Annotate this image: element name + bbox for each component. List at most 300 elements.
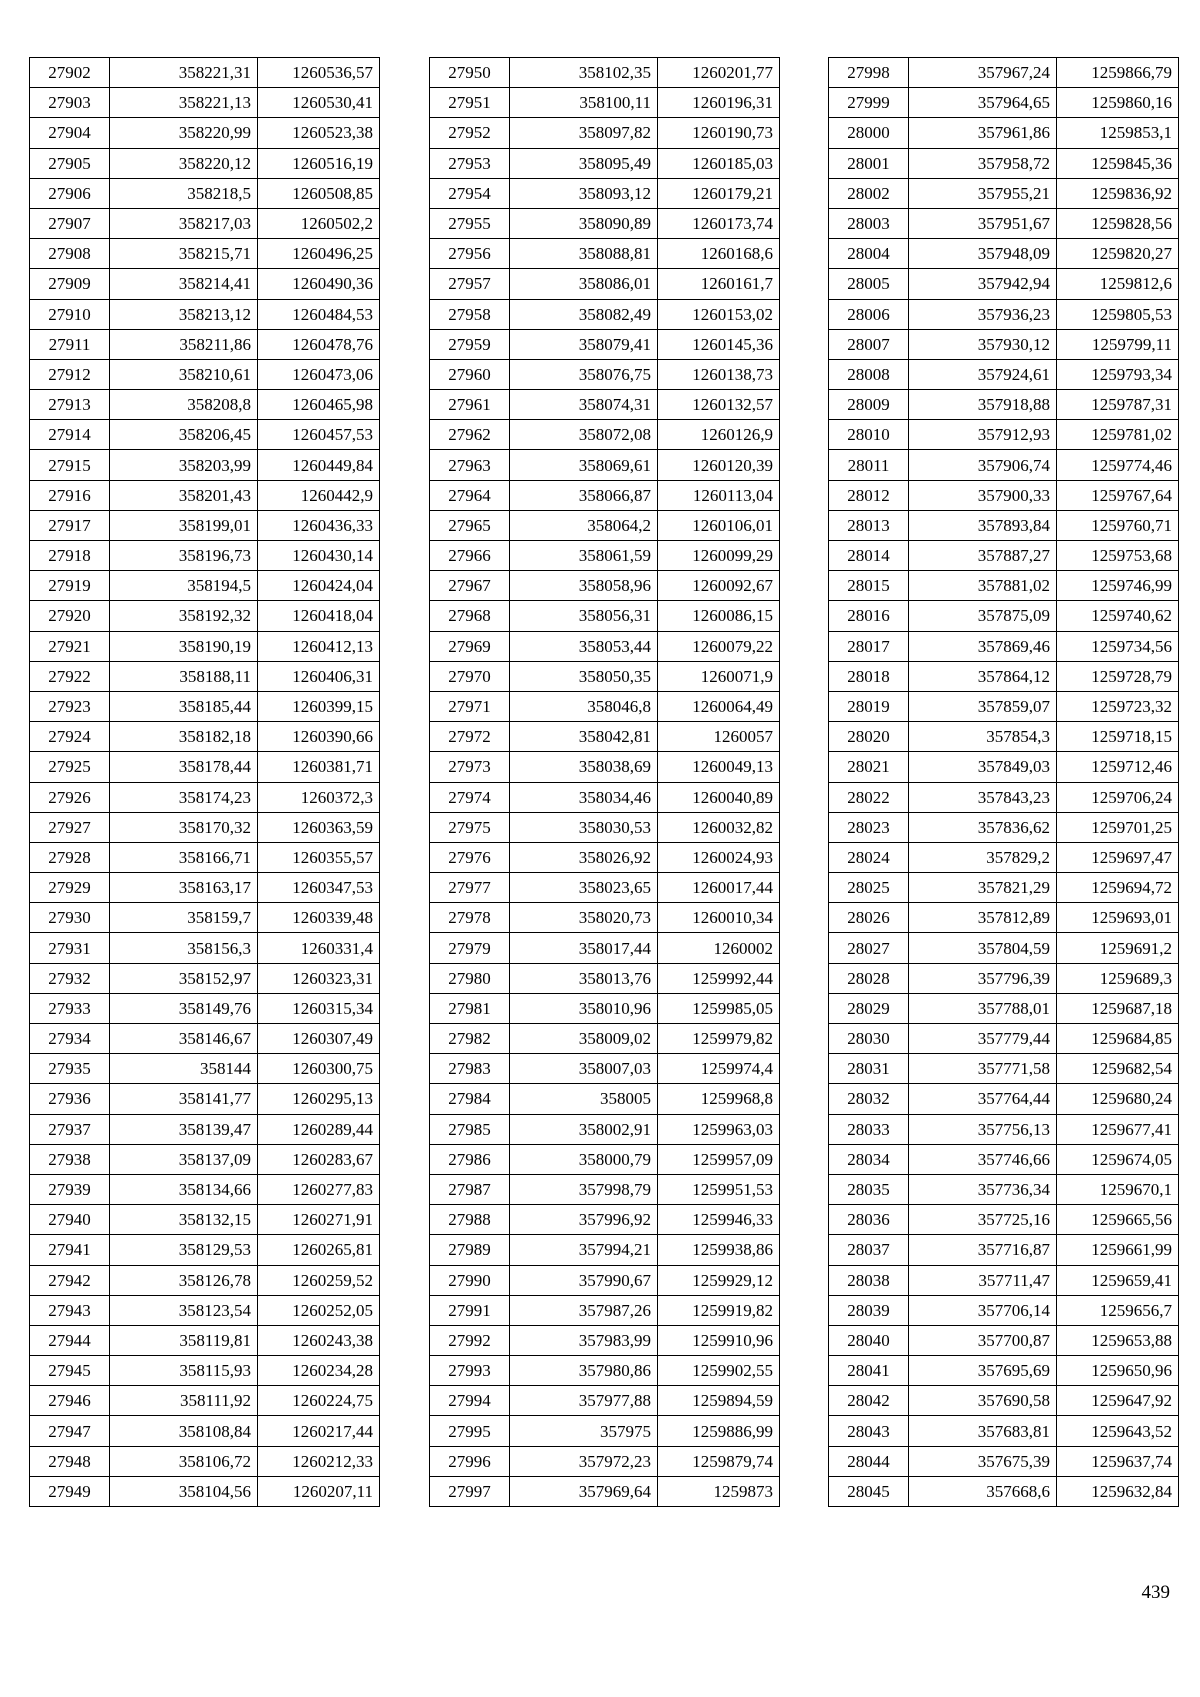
y-coordinate-cell: 1260168,6 (658, 239, 780, 269)
point-id-cell: 27959 (430, 329, 510, 359)
table-row (829, 1084, 1179, 1114)
x-coordinate-cell: 358196,73 (110, 541, 258, 571)
y-coordinate-cell: 1259820,27 (1057, 239, 1179, 269)
y-coordinate-cell: 1259753,68 (1057, 541, 1179, 571)
x-coordinate-cell: 357700,87 (909, 1325, 1057, 1355)
y-coordinate-cell: 1259632,84 (1057, 1476, 1179, 1506)
y-coordinate-cell: 1260536,57 (258, 58, 380, 88)
table-row (30, 1114, 380, 1144)
y-coordinate-cell: 1260516,19 (258, 148, 380, 178)
table-row (829, 601, 1179, 631)
y-coordinate-cell: 1259637,74 (1057, 1446, 1179, 1476)
y-coordinate-cell: 1260271,91 (258, 1205, 380, 1235)
x-coordinate-cell: 357821,29 (909, 873, 1057, 903)
table-row (430, 1024, 780, 1054)
table-row (30, 239, 380, 269)
table-row (430, 480, 780, 510)
point-id-cell: 27965 (430, 510, 510, 540)
table-row (30, 601, 380, 631)
point-id-cell: 27956 (430, 239, 510, 269)
x-coordinate-cell: 357964,65 (909, 88, 1057, 118)
y-coordinate-cell: 1260442,9 (258, 480, 380, 510)
point-id-cell: 28006 (829, 299, 909, 329)
point-id-cell: 27995 (430, 1416, 510, 1446)
y-coordinate-cell: 1260478,76 (258, 329, 380, 359)
table-row (829, 933, 1179, 963)
y-coordinate-cell: 1260424,04 (258, 571, 380, 601)
x-coordinate-cell: 358146,67 (110, 1024, 258, 1054)
y-coordinate-cell: 1259985,05 (658, 993, 780, 1023)
y-coordinate-cell: 1259647,92 (1057, 1386, 1179, 1416)
x-coordinate-cell: 358017,44 (510, 933, 658, 963)
coordinate-table-1 (29, 57, 380, 1507)
table-row (829, 1235, 1179, 1265)
point-id-cell: 28004 (829, 239, 909, 269)
y-coordinate-cell: 1260243,38 (258, 1325, 380, 1355)
point-id-cell: 27953 (430, 148, 510, 178)
y-coordinate-cell: 1260092,67 (658, 571, 780, 601)
y-coordinate-cell: 1260259,52 (258, 1265, 380, 1295)
table-row (430, 269, 780, 299)
y-coordinate-cell: 1260234,28 (258, 1356, 380, 1386)
x-coordinate-cell: 358115,93 (110, 1356, 258, 1386)
x-coordinate-cell: 358134,66 (110, 1174, 258, 1204)
y-coordinate-cell: 1259760,71 (1057, 510, 1179, 540)
y-coordinate-cell: 1260307,49 (258, 1024, 380, 1054)
y-coordinate-cell: 1260024,93 (658, 842, 780, 872)
table-row (430, 148, 780, 178)
point-id-cell: 27942 (30, 1265, 110, 1295)
table-row (430, 752, 780, 782)
point-id-cell: 28001 (829, 148, 909, 178)
x-coordinate-cell: 357948,09 (909, 239, 1057, 269)
table-row (430, 541, 780, 571)
x-coordinate-cell: 358190,19 (110, 631, 258, 661)
y-coordinate-cell: 1259919,82 (658, 1295, 780, 1325)
table-row (430, 933, 780, 963)
x-coordinate-cell: 358042,81 (510, 722, 658, 752)
point-id-cell: 27958 (430, 299, 510, 329)
x-coordinate-cell: 358102,35 (510, 58, 658, 88)
table-row (829, 873, 1179, 903)
x-coordinate-cell: 357972,23 (510, 1446, 658, 1476)
point-id-cell: 28003 (829, 208, 909, 238)
point-id-cell: 27903 (30, 88, 110, 118)
y-coordinate-cell: 1260138,73 (658, 359, 780, 389)
table-row (30, 178, 380, 208)
table-row (829, 541, 1179, 571)
point-id-cell: 27910 (30, 299, 110, 329)
x-coordinate-cell: 357683,81 (909, 1416, 1057, 1446)
y-coordinate-cell: 1259682,54 (1057, 1054, 1179, 1084)
point-id-cell: 27990 (430, 1265, 510, 1295)
table-row (30, 269, 380, 299)
x-coordinate-cell: 358038,69 (510, 752, 658, 782)
table-row (829, 148, 1179, 178)
x-coordinate-cell: 358002,91 (510, 1114, 658, 1144)
x-coordinate-cell: 358010,96 (510, 993, 658, 1023)
y-coordinate-cell: 1259894,59 (658, 1386, 780, 1416)
y-coordinate-cell: 1259687,18 (1057, 993, 1179, 1023)
x-coordinate-cell: 357711,47 (909, 1265, 1057, 1295)
point-id-cell: 27939 (30, 1174, 110, 1204)
point-id-cell: 27955 (430, 208, 510, 238)
table-row (430, 601, 780, 631)
point-id-cell: 28032 (829, 1084, 909, 1114)
y-coordinate-cell: 1259706,24 (1057, 782, 1179, 812)
y-coordinate-cell: 1260390,66 (258, 722, 380, 752)
point-id-cell: 28008 (829, 359, 909, 389)
y-coordinate-cell: 1260106,01 (658, 510, 780, 540)
point-id-cell: 27935 (30, 1054, 110, 1084)
point-id-cell: 27987 (430, 1174, 510, 1204)
table-row (829, 1295, 1179, 1325)
y-coordinate-cell: 1260224,75 (258, 1386, 380, 1416)
table-row (30, 510, 380, 540)
x-coordinate-cell: 358100,11 (510, 88, 658, 118)
point-id-cell: 27973 (430, 752, 510, 782)
table-row (430, 691, 780, 721)
y-coordinate-cell: 1259793,34 (1057, 359, 1179, 389)
table-row (430, 963, 780, 993)
x-coordinate-cell: 358221,31 (110, 58, 258, 88)
table-row (829, 450, 1179, 480)
y-coordinate-cell: 1259866,79 (1057, 58, 1179, 88)
y-coordinate-cell: 1259873 (658, 1476, 780, 1506)
y-coordinate-cell: 1260355,57 (258, 842, 380, 872)
y-coordinate-cell: 1260040,89 (658, 782, 780, 812)
point-id-cell: 27984 (430, 1084, 510, 1114)
x-coordinate-cell: 357706,14 (909, 1295, 1057, 1325)
point-id-cell: 28033 (829, 1114, 909, 1144)
x-coordinate-cell: 358214,41 (110, 269, 258, 299)
y-coordinate-cell: 1260339,48 (258, 903, 380, 933)
y-coordinate-cell: 1260173,74 (658, 208, 780, 238)
x-coordinate-cell: 357893,84 (909, 510, 1057, 540)
x-coordinate-cell: 357912,93 (909, 420, 1057, 450)
point-id-cell: 28005 (829, 269, 909, 299)
point-id-cell: 28021 (829, 752, 909, 782)
point-id-cell: 27932 (30, 963, 110, 993)
point-id-cell: 27980 (430, 963, 510, 993)
point-id-cell: 27915 (30, 450, 110, 480)
point-id-cell: 28025 (829, 873, 909, 903)
y-coordinate-cell: 1259718,15 (1057, 722, 1179, 752)
point-id-cell: 27934 (30, 1024, 110, 1054)
x-coordinate-cell: 358046,8 (510, 691, 658, 721)
y-coordinate-cell: 1259728,79 (1057, 661, 1179, 691)
y-coordinate-cell: 1259697,47 (1057, 842, 1179, 872)
x-coordinate-cell: 357725,16 (909, 1205, 1057, 1235)
point-id-cell: 27927 (30, 812, 110, 842)
x-coordinate-cell: 358090,89 (510, 208, 658, 238)
y-coordinate-cell: 1260289,44 (258, 1114, 380, 1144)
table-row (430, 1325, 780, 1355)
point-id-cell: 28035 (829, 1174, 909, 1204)
x-coordinate-cell: 357756,13 (909, 1114, 1057, 1144)
table-row (430, 420, 780, 450)
y-coordinate-cell: 1260331,4 (258, 933, 380, 963)
table-row (829, 58, 1179, 88)
point-id-cell: 27985 (430, 1114, 510, 1144)
table-row (430, 1265, 780, 1295)
y-coordinate-cell: 1260120,39 (658, 450, 780, 480)
x-coordinate-cell: 357695,69 (909, 1356, 1057, 1386)
y-coordinate-cell: 1259656,7 (1057, 1295, 1179, 1325)
point-id-cell: 28010 (829, 420, 909, 450)
page-number: 439 (1141, 1582, 1170, 1603)
y-coordinate-cell: 1259951,53 (658, 1174, 780, 1204)
point-id-cell: 27970 (430, 661, 510, 691)
table-row (829, 178, 1179, 208)
table-row (430, 359, 780, 389)
point-id-cell: 28017 (829, 631, 909, 661)
x-coordinate-cell: 358149,76 (110, 993, 258, 1023)
x-coordinate-cell: 357804,59 (909, 933, 1057, 963)
y-coordinate-cell: 1260300,75 (258, 1054, 380, 1084)
y-coordinate-cell: 1259670,1 (1057, 1174, 1179, 1204)
table-row (829, 510, 1179, 540)
x-coordinate-cell: 357836,62 (909, 812, 1057, 842)
table-row (430, 1144, 780, 1174)
table-row (30, 208, 380, 238)
point-id-cell: 27981 (430, 993, 510, 1023)
x-coordinate-cell: 357675,39 (909, 1446, 1057, 1476)
point-id-cell: 27930 (30, 903, 110, 933)
y-coordinate-cell: 1259963,03 (658, 1114, 780, 1144)
x-coordinate-cell: 358023,65 (510, 873, 658, 903)
x-coordinate-cell: 357900,33 (909, 480, 1057, 510)
point-id-cell: 27923 (30, 691, 110, 721)
point-id-cell: 28043 (829, 1416, 909, 1446)
point-id-cell: 27988 (430, 1205, 510, 1235)
table-row (430, 722, 780, 752)
point-id-cell: 27904 (30, 118, 110, 148)
y-coordinate-cell: 1260190,73 (658, 118, 780, 148)
table-row (430, 661, 780, 691)
table-row (829, 782, 1179, 812)
y-coordinate-cell: 1260002 (658, 933, 780, 963)
point-id-cell: 28044 (829, 1446, 909, 1476)
x-coordinate-cell: 357975 (510, 1416, 658, 1446)
table-row (829, 1356, 1179, 1386)
point-id-cell: 27991 (430, 1295, 510, 1325)
table-row (30, 1325, 380, 1355)
y-coordinate-cell: 1260153,02 (658, 299, 780, 329)
table-row (430, 299, 780, 329)
table-row (430, 88, 780, 118)
point-id-cell: 27994 (430, 1386, 510, 1416)
point-id-cell: 27971 (430, 691, 510, 721)
point-id-cell: 27908 (30, 239, 110, 269)
x-coordinate-cell: 357996,92 (510, 1205, 658, 1235)
point-id-cell: 27957 (430, 269, 510, 299)
y-coordinate-cell: 1259767,64 (1057, 480, 1179, 510)
x-coordinate-cell: 358007,03 (510, 1054, 658, 1084)
y-coordinate-cell: 1260530,41 (258, 88, 380, 118)
point-id-cell: 28023 (829, 812, 909, 842)
table-row (30, 873, 380, 903)
table-row (430, 993, 780, 1023)
point-id-cell: 27906 (30, 178, 110, 208)
table-row (30, 1446, 380, 1476)
y-coordinate-cell: 1260508,85 (258, 178, 380, 208)
table-row (829, 752, 1179, 782)
y-coordinate-cell: 1260057 (658, 722, 780, 752)
table-row (30, 571, 380, 601)
table-row (430, 208, 780, 238)
point-id-cell: 27912 (30, 359, 110, 389)
y-coordinate-cell: 1260473,06 (258, 359, 380, 389)
point-id-cell: 27975 (430, 812, 510, 842)
y-coordinate-cell: 1259902,55 (658, 1356, 780, 1386)
point-id-cell: 27925 (30, 752, 110, 782)
table-row (30, 148, 380, 178)
x-coordinate-cell: 357854,3 (909, 722, 1057, 752)
x-coordinate-cell: 358086,01 (510, 269, 658, 299)
y-coordinate-cell: 1260212,33 (258, 1446, 380, 1476)
table-row (430, 782, 780, 812)
table-row (430, 239, 780, 269)
x-coordinate-cell: 357869,46 (909, 631, 1057, 661)
point-id-cell: 28041 (829, 1356, 909, 1386)
point-id-cell: 28042 (829, 1386, 909, 1416)
x-coordinate-cell: 357977,88 (510, 1386, 658, 1416)
x-coordinate-cell: 357936,23 (909, 299, 1057, 329)
point-id-cell: 28027 (829, 933, 909, 963)
table-row (430, 510, 780, 540)
table-row (30, 118, 380, 148)
table-row (30, 1235, 380, 1265)
point-id-cell: 28016 (829, 601, 909, 631)
table-row (829, 420, 1179, 450)
table-row (30, 1174, 380, 1204)
y-coordinate-cell: 1260496,25 (258, 239, 380, 269)
y-coordinate-cell: 1260071,9 (658, 661, 780, 691)
x-coordinate-cell: 358137,09 (110, 1144, 258, 1174)
table-row (829, 993, 1179, 1023)
point-id-cell: 28020 (829, 722, 909, 752)
point-id-cell: 27921 (30, 631, 110, 661)
y-coordinate-cell: 1260086,15 (658, 601, 780, 631)
x-coordinate-cell: 358188,11 (110, 661, 258, 691)
point-id-cell: 28036 (829, 1205, 909, 1235)
point-id-cell: 28040 (829, 1325, 909, 1355)
table-row (430, 1356, 780, 1386)
table-row (829, 842, 1179, 872)
table-row (430, 1084, 780, 1114)
table-row (430, 1476, 780, 1506)
point-id-cell: 27950 (430, 58, 510, 88)
x-coordinate-cell: 358097,82 (510, 118, 658, 148)
point-id-cell: 27905 (30, 148, 110, 178)
table-row (430, 1295, 780, 1325)
table-row (829, 269, 1179, 299)
table-row (30, 933, 380, 963)
x-coordinate-cell: 358104,56 (110, 1476, 258, 1506)
y-coordinate-cell: 1259845,36 (1057, 148, 1179, 178)
y-coordinate-cell: 1259684,85 (1057, 1024, 1179, 1054)
x-coordinate-cell: 358163,17 (110, 873, 258, 903)
y-coordinate-cell: 1259774,46 (1057, 450, 1179, 480)
x-coordinate-cell: 358221,13 (110, 88, 258, 118)
table-row (829, 812, 1179, 842)
y-coordinate-cell: 1260161,7 (658, 269, 780, 299)
x-coordinate-cell: 357829,2 (909, 842, 1057, 872)
x-coordinate-cell: 358156,3 (110, 933, 258, 963)
y-coordinate-cell: 1260049,13 (658, 752, 780, 782)
x-coordinate-cell: 358000,79 (510, 1144, 658, 1174)
point-id-cell: 28038 (829, 1265, 909, 1295)
point-id-cell: 27974 (430, 782, 510, 812)
table-row (30, 963, 380, 993)
x-coordinate-cell: 358026,92 (510, 842, 658, 872)
x-coordinate-cell: 358058,96 (510, 571, 658, 601)
x-coordinate-cell: 358034,46 (510, 782, 658, 812)
point-id-cell: 27998 (829, 58, 909, 88)
table-row (430, 329, 780, 359)
point-id-cell: 27948 (30, 1446, 110, 1476)
point-id-cell: 28015 (829, 571, 909, 601)
x-coordinate-cell: 358192,32 (110, 601, 258, 631)
point-id-cell: 28045 (829, 1476, 909, 1506)
y-coordinate-cell: 1259701,25 (1057, 812, 1179, 842)
y-coordinate-cell: 1260132,57 (658, 390, 780, 420)
x-coordinate-cell: 357779,44 (909, 1024, 1057, 1054)
point-id-cell: 27999 (829, 88, 909, 118)
table-row (30, 1356, 380, 1386)
x-coordinate-cell: 358129,53 (110, 1235, 258, 1265)
table-row (30, 993, 380, 1023)
x-coordinate-cell: 358095,49 (510, 148, 658, 178)
x-coordinate-cell: 357716,87 (909, 1235, 1057, 1265)
x-coordinate-cell: 357796,39 (909, 963, 1057, 993)
point-id-cell: 27919 (30, 571, 110, 601)
y-coordinate-cell: 1260523,38 (258, 118, 380, 148)
y-coordinate-cell: 1260265,81 (258, 1235, 380, 1265)
y-coordinate-cell: 1260179,21 (658, 178, 780, 208)
x-coordinate-cell: 358217,03 (110, 208, 258, 238)
x-coordinate-cell: 358064,2 (510, 510, 658, 540)
y-coordinate-cell: 1260099,29 (658, 541, 780, 571)
table-row (30, 1416, 380, 1446)
table-row (829, 1174, 1179, 1204)
point-id-cell: 28034 (829, 1144, 909, 1174)
table-row (30, 1386, 380, 1416)
table-row (430, 631, 780, 661)
point-id-cell: 27922 (30, 661, 110, 691)
x-coordinate-cell: 358170,32 (110, 812, 258, 842)
y-coordinate-cell: 1259979,82 (658, 1024, 780, 1054)
x-coordinate-cell: 357875,09 (909, 601, 1057, 631)
point-id-cell: 27976 (430, 842, 510, 872)
x-coordinate-cell: 357987,26 (510, 1295, 658, 1325)
table-row (829, 299, 1179, 329)
y-coordinate-cell: 1260418,04 (258, 601, 380, 631)
table-row (829, 631, 1179, 661)
x-coordinate-cell: 358069,61 (510, 450, 658, 480)
y-coordinate-cell: 1260465,98 (258, 390, 380, 420)
point-id-cell: 28024 (829, 842, 909, 872)
point-id-cell: 28030 (829, 1024, 909, 1054)
x-coordinate-cell: 357961,86 (909, 118, 1057, 148)
table-row (30, 1476, 380, 1506)
x-coordinate-cell: 357690,58 (909, 1386, 1057, 1416)
y-coordinate-cell: 1260372,3 (258, 782, 380, 812)
y-coordinate-cell: 1260412,13 (258, 631, 380, 661)
y-coordinate-cell: 1259974,4 (658, 1054, 780, 1084)
point-id-cell: 27920 (30, 601, 110, 631)
